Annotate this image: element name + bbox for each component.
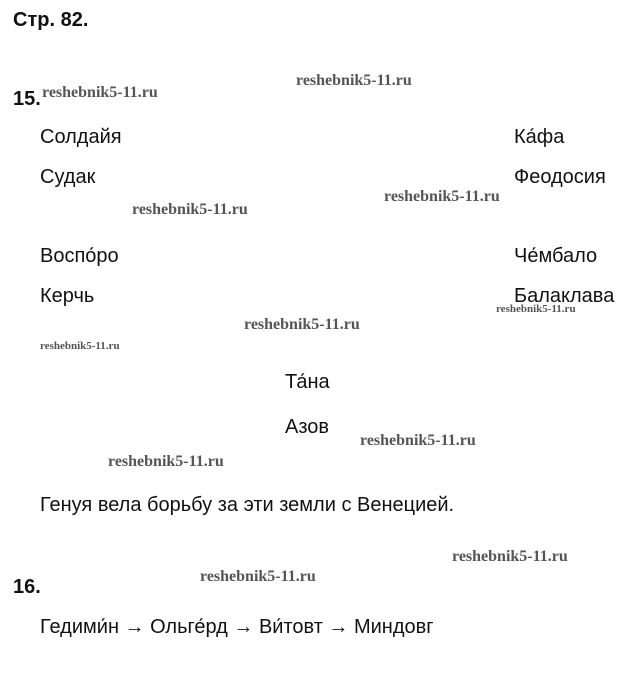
task-15-pair-left-3: Воспо́ро	[40, 245, 119, 267]
watermark: reshebnik5-11.ru	[384, 188, 500, 205]
task-15-center-2: Азов	[285, 416, 330, 438]
watermark: reshebnik5-11.ru	[108, 453, 224, 470]
task-15-conclusion: Генуя вела борьбу за эти земли с Венецией.	[40, 494, 455, 516]
task-15-pair-left-4: Керчь	[40, 285, 95, 307]
task-15-pair-right-1: Ка́фа	[514, 126, 565, 148]
task-15-pair-left-2: Судак	[40, 166, 96, 188]
page-label: Стр. 82.	[13, 9, 89, 31]
task-15-center-1: Та́на	[285, 371, 330, 393]
watermark: reshebnik5-11.ru	[40, 340, 120, 352]
watermark: reshebnik5-11.ru	[360, 432, 476, 449]
watermark: reshebnik5-11.ru	[496, 303, 576, 315]
task-16-number: 16.	[13, 576, 41, 598]
task-15-pair-right-4: Балаклава	[514, 285, 615, 307]
task-16-sequence: Гедими́н → Ольге́рд → Ви́товт → Миндовг	[40, 616, 434, 638]
watermark: reshebnik5-11.ru	[200, 568, 316, 585]
task-15-pair-right-2: Феодосия	[514, 166, 606, 188]
task-15-number: 15.	[13, 88, 41, 110]
watermark: reshebnik5-11.ru	[42, 84, 158, 101]
watermark: reshebnik5-11.ru	[244, 316, 360, 333]
watermark: reshebnik5-11.ru	[132, 201, 248, 218]
task-15-pair-right-3: Че́мбало	[514, 245, 598, 267]
watermark: reshebnik5-11.ru	[452, 548, 568, 565]
watermark: reshebnik5-11.ru	[296, 72, 412, 89]
task-15-pair-left-1: Солдайя	[40, 126, 122, 148]
